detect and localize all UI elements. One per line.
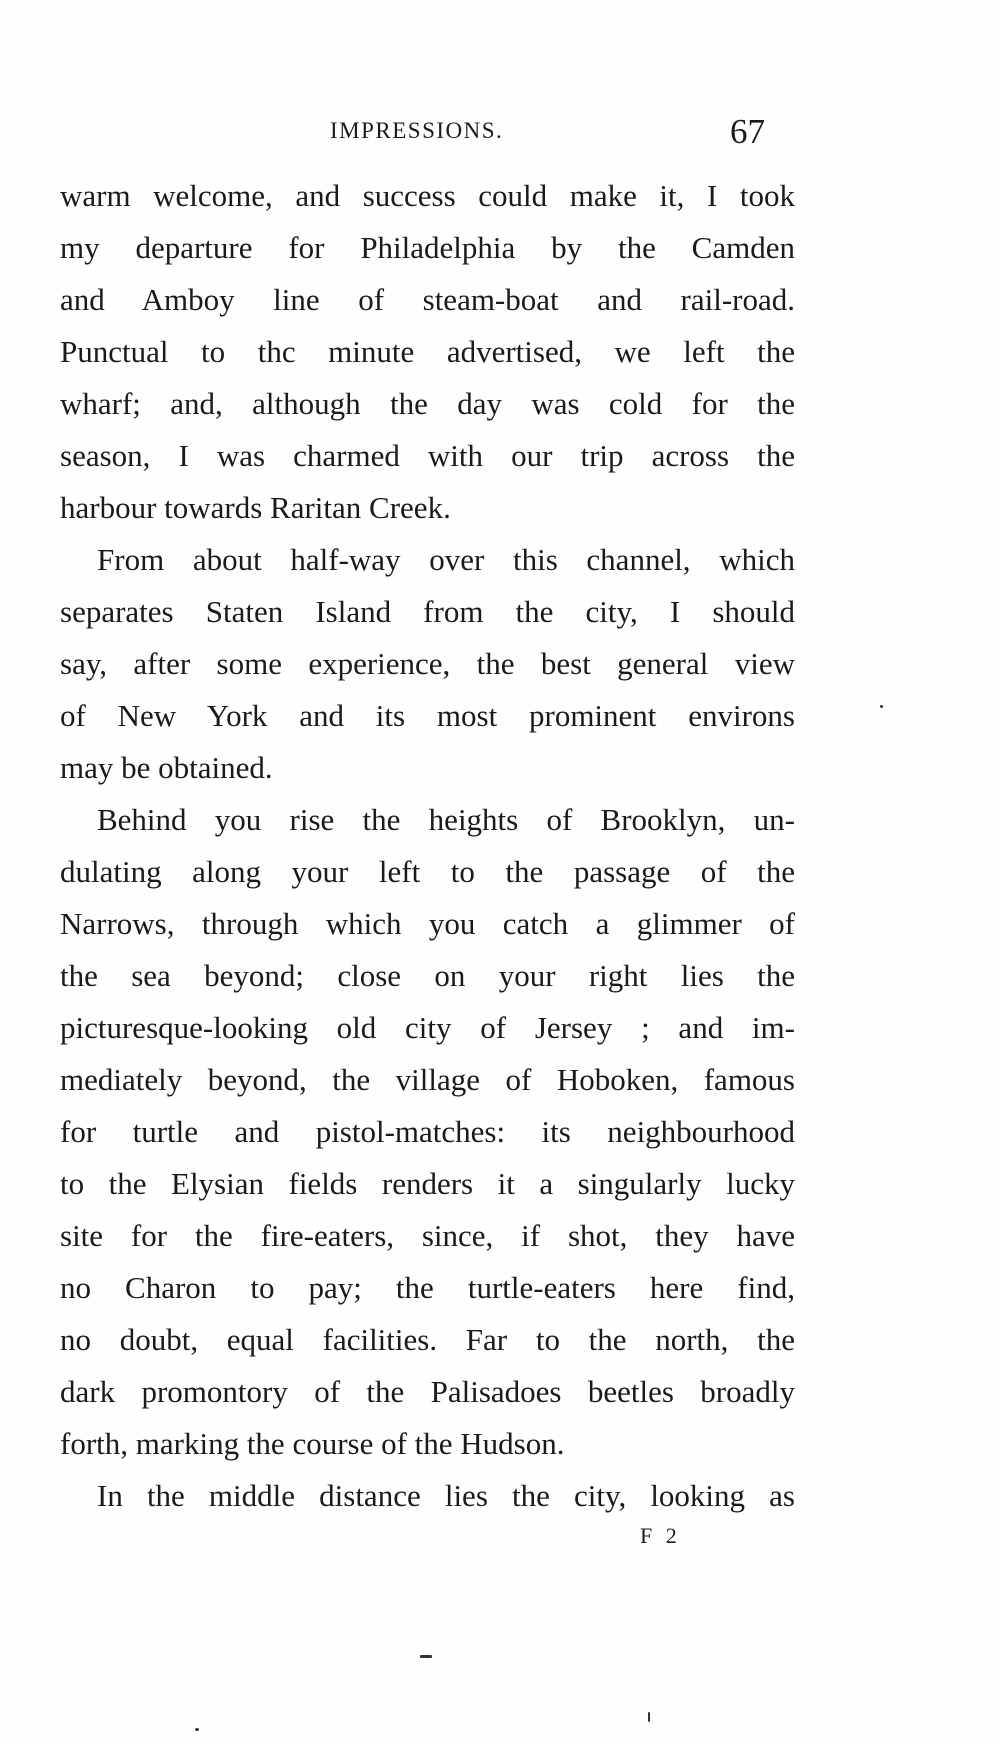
text-line: Punctual to thc minute advertised, we left the [60, 334, 795, 369]
text-line: picturesque-looking old city of Jersey ; and im- [60, 1010, 795, 1045]
scan-speck [648, 1712, 650, 1722]
text-line: dulating along your left to the passage of the [60, 854, 795, 889]
text-line: say, after some experience, the best general view [60, 646, 795, 681]
text-line: forth, marking the course of the Hudson. [60, 1426, 565, 1461]
text-line: the sea beyond; close on your right lies the [60, 958, 795, 993]
signature-mark: F 2 [640, 1523, 681, 1548]
text-line: mediately beyond, the village of Hoboken, famous [60, 1062, 795, 1097]
text-line: season, I was charmed with our trip across the [60, 438, 795, 473]
text-line: warm welcome, and success could make it, I took [60, 178, 795, 213]
text-line: Narrows, through which you catch a glimmer of [60, 906, 795, 941]
body-text [60, 170, 795, 1522]
text-line: harbour towards Raritan Creek. [60, 490, 451, 525]
text-line: site for the fire-eaters, since, if shot, they have [60, 1218, 795, 1253]
paragraph [60, 534, 795, 794]
text-line: to the Elysian fields renders it a singularly lucky [60, 1166, 795, 1201]
text-line: and Amboy line of steam-boat and rail-road. [60, 282, 795, 317]
text-line: no doubt, equal facilities. Far to the north, the [60, 1322, 795, 1357]
scan-speck [880, 705, 883, 708]
scan-speck [420, 1655, 432, 1658]
paragraph [60, 170, 795, 534]
text-line: Behind you rise the heights of Brooklyn, un- [97, 802, 795, 837]
text-line: of New York and its most prominent environs [60, 698, 795, 733]
text-line: dark promontory of the Palisadoes beetles broadly [60, 1374, 795, 1409]
text-line: From about half-way over this channel, which [97, 542, 795, 577]
text-line: separates Staten Island from the city, I should [60, 594, 795, 629]
text-line: In the middle distance lies the city, looking as [97, 1478, 795, 1513]
text-line: may be obtained. [60, 750, 273, 785]
text-line: wharf; and, although the day was cold for the [60, 386, 795, 421]
text-line: my departure for Philadelphia by the Camden [60, 230, 795, 265]
running-head: IMPRESSIONS. [330, 118, 504, 143]
text-line: for turtle and pistol-matches: its neighbourhood [60, 1114, 795, 1149]
text-line: no Charon to pay; the turtle-eaters here find, [60, 1270, 795, 1305]
page-number: 67 [730, 112, 765, 151]
paragraph [60, 794, 795, 1470]
scan-speck [195, 1728, 199, 1731]
paragraph [60, 1470, 795, 1522]
